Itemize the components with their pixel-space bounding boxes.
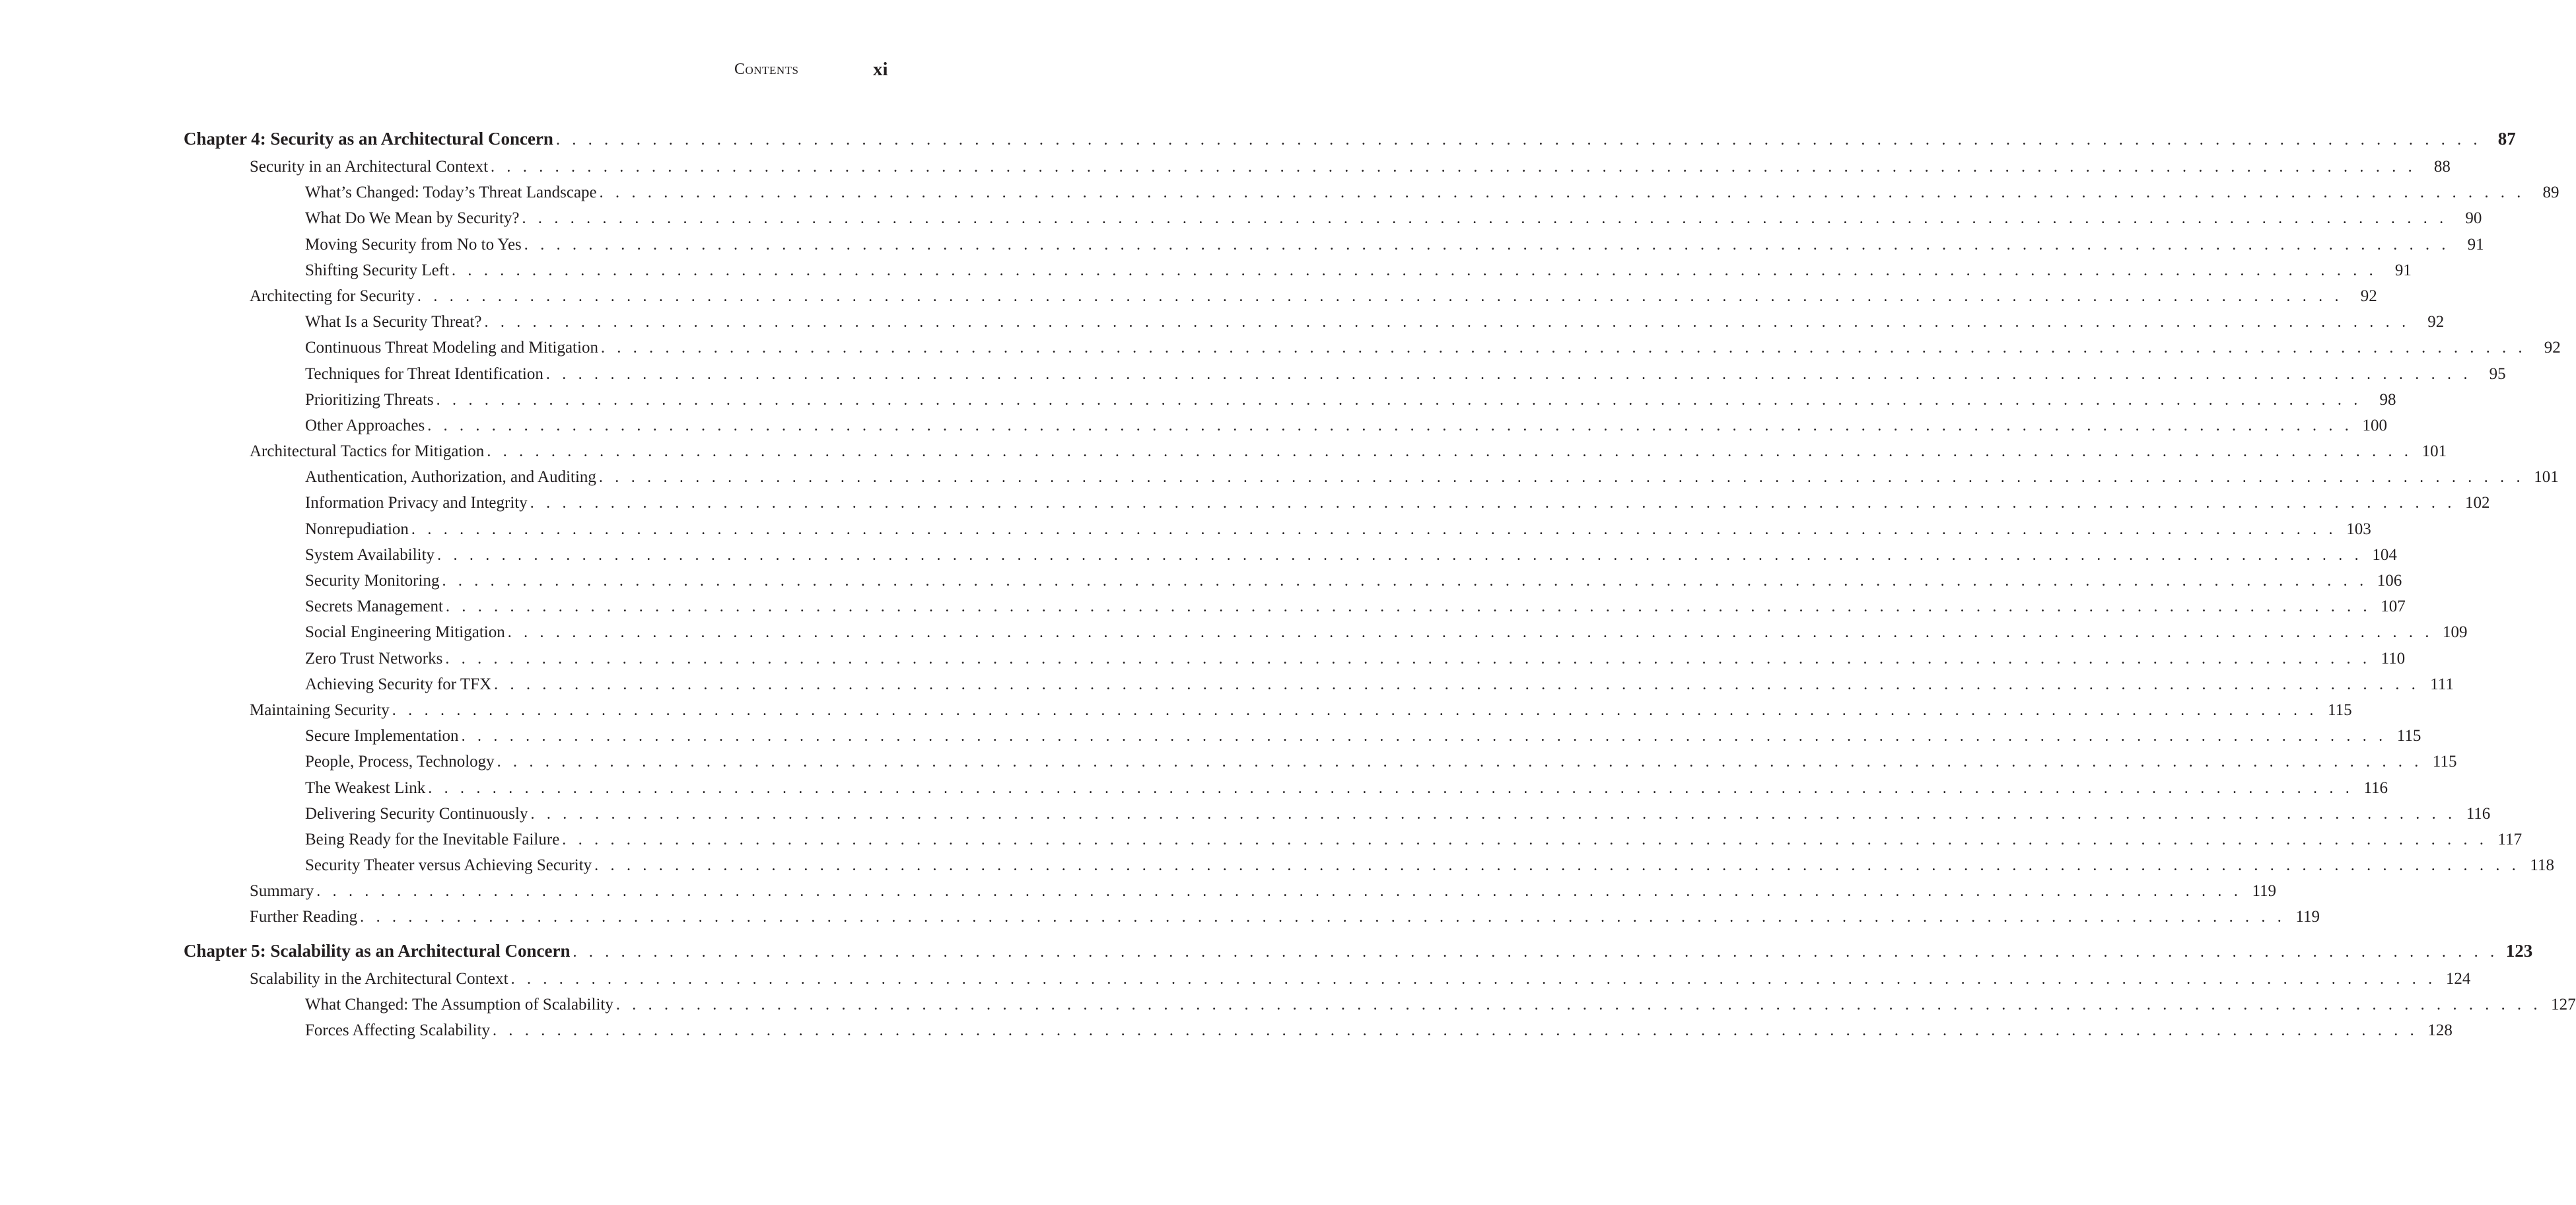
toc-entry-title: Zero Trust Networks bbox=[305, 649, 443, 668]
dot-leader: . . . . . . . . . . . . . . . . . . . . . . . . . . . . . . . . . . . . . . . . . . . . . . . . . . . . . . . . . . . . . . . . . . . . . . . . . . . . . . . . . . . . . . . . . . . . . . . . . . . . . . . . . . . . . . . . . . . . . . . . bbox=[510, 970, 2437, 988]
toc-entry-page: 98 bbox=[2379, 390, 2396, 409]
dot-leader: . . . . . . . . . . . . . . . . . . . . . . . . . . . . . . . . . . . . . . . . . . . . . . . . . . . . . . . . . . . . . . . . . . . . . . . . . . . . . . . . . . . . . . . . . . . . . . . . . . . . . . . . . . . . . . . . . . . . . . . . bbox=[522, 210, 2448, 228]
dot-leader: . . . . . . . . . . . . . . . . . . . . . . . . . . . . . . . . . . . . . . . . . . . . . . . . . . . . . . . . . . . . . . . . . . . . . . . . . . . . . . . . . . . . . . . . . . . . . . . . . . . . . . . . . . . . . . . . . . . . . . . . bbox=[493, 1022, 2418, 1039]
toc-subsection-entry[interactable] bbox=[184, 856, 2554, 882]
toc-entry-page: 111 bbox=[2430, 675, 2454, 693]
toc-entry-page: 119 bbox=[2295, 908, 2320, 926]
toc-chapter-entry[interactable] bbox=[184, 940, 2533, 970]
toc-subsection-entry[interactable] bbox=[184, 545, 2397, 572]
dot-leader: . . . . . . . . . . . . . . . . . . . . . . . . . . . . . . . . . . . . . . . . . . . . . . . . . . . . . . . . . . . . . . . . . . . . . . . . . . . . . . . . . . . . . . . . . . . . . . . . . . . . . . . . . . . . . . . . . . . . . . . . bbox=[437, 546, 2363, 564]
dot-leader: . . . . . . . . . . . . . . . . . . . . . . . . . . . . . . . . . . . . . . . . . . . . . . . . . . . . . . . . . . . . . . . . . . . . . . . . . . . . . . . . . . . . . . . . . . . . . . . . . . . . . . . . . . . . . . . . . . . . . . . . bbox=[562, 831, 2488, 848]
toc-subsection-entry[interactable] bbox=[184, 572, 2402, 598]
toc-entry-title: Security Monitoring bbox=[305, 572, 440, 590]
dot-leader: . . . . . . . . . . . . . . . . . . . . . . . . . . . . . . . . . . . . . . . . . . . . . . . . . . . . . . . . . . . . . . . . . . . . . . . . . . . . . . . . . . . . . . . . . . . . . . . . . . . . . . . . . . . . . . . . . . . . . . . . bbox=[507, 624, 2433, 642]
toc-entry-title: Security in an Architectural Context bbox=[250, 158, 489, 176]
dot-leader: . . . . . . . . . . . . . . . . . . . . . . . . . . . . . . . . . . . . . . . . . . . . . . . . . . . . . . . . . . . . . . . . . . . . . . . . . . . . . . . . . . . . . . . . . . . . . . . . . . . . . . . . . . . . . . . . . . . . . . . . bbox=[392, 701, 2318, 719]
toc-entry-title: Shifting Security Left bbox=[305, 261, 450, 279]
dot-leader: . . . . . . . . . . . . . . . . . . . . . . . . . . . . . . . . . . . . . . . . . . . . . . . . . . . . . . . . . . . . . . . . . . . . . . . . . . . . . . . . . . . . . . . . . . . . . . . . . . . . . . . . . . . . . . . . . . . . . . . . bbox=[436, 391, 2362, 409]
toc-entry-title: What’s Changed: Today’s Threat Landscape bbox=[305, 184, 597, 202]
toc-entry-page: 128 bbox=[2427, 1021, 2453, 1039]
toc-entry-title: Secure Implementation bbox=[305, 727, 459, 745]
toc-section-entry[interactable] bbox=[184, 287, 2377, 313]
toc-entry-title: Social Engineering Mitigation bbox=[305, 623, 505, 642]
dot-leader: . . . . . . . . . . . . . . . . . . . . . . . . . . . . . . . . . . . . . . . . . . . . . . . . . . . . . . . . . . . . . . . . . . . . . . . . . . . . . . . . . . . . . . . . . . . . . . . . . . . . . . . . . . . . . . . . . . . . . . . . bbox=[442, 572, 2368, 590]
toc-entry-page: 95 bbox=[2489, 364, 2506, 383]
toc-entry-page: 92 bbox=[2427, 313, 2445, 331]
toc-subsection-entry[interactable] bbox=[184, 313, 2445, 339]
toc-entry-title: Architecting for Security bbox=[250, 287, 415, 305]
dot-leader: . . . . . . . . . . . . . . . . . . . . . . . . . . . . . . . . . . . . . . . . . . . . . . . . . . . . . . . . . . . . . . . . . . . . . . . . . . . . . . . . . . . . . . . . . . . . . . . . . . . . . . . . . . . . . . . . . . . . . . . . bbox=[598, 469, 2524, 487]
dot-leader: . . . . . . . . . . . . . . . . . . . . . . . . . . . . . . . . . . . . . . . . . . . . . . . . . . . . . . . . . . . . . . . . . . . . . . . . . . . . . . . . . . . . . . . . . . . . . . . . . . . . . . . . . . . . . . . . . . . . . . . . bbox=[452, 261, 2377, 279]
toc-subsection-entry[interactable] bbox=[184, 494, 2490, 520]
toc-entry-page: 115 bbox=[2396, 727, 2421, 745]
toc-subsection-entry[interactable] bbox=[184, 598, 2406, 623]
dot-leader: . . . . . . . . . . . . . . . . . . . . . . . . . . . . . . . . . . . . . . . . . . . . . . . . . . . . . . . . . . . . . . . . . . . . . . . . . . . . . . . . . . . . . . . . . . . . . . . . . . . . . . . . . . . . . . . . . . . . . . . . bbox=[445, 598, 2371, 616]
toc-subsection-entry[interactable] bbox=[184, 261, 2412, 287]
toc-section-entry[interactable] bbox=[184, 908, 2320, 934]
toc-entry-page: 116 bbox=[2466, 804, 2491, 823]
toc-entry-page: 117 bbox=[2497, 830, 2523, 848]
toc-entry-title: Nonrepudiation bbox=[305, 520, 409, 538]
toc-section-entry[interactable] bbox=[184, 701, 2352, 727]
dot-leader: . . . . . . . . . . . . . . . . . . . . . . . . . . . . . . . . . . . . . . . . . . . . . . . . . . . . . . . . . . . . . . . . . . . . . . . . . . . . . . . . . . . . . . . . . . . . . . . . . . . . . . . . . . . . . . . . . . . . . . . . bbox=[411, 520, 2337, 538]
toc-section-entry[interactable] bbox=[184, 969, 2471, 996]
dot-leader: . . . . . . . . . . . . . . . . . . . . . . . . . . . . . . . . . . . . . . . . . . . . . . . . . . . . . . . . . . . . . . . . . . . . . . . . . . . . . . . . . . . . . . . . . . . . . . . . . . . . . . . . . . . . . . . . . . . . . . . . bbox=[524, 236, 2450, 254]
toc-subsection-entry[interactable] bbox=[184, 623, 2468, 649]
running-head-title: Contents bbox=[734, 61, 799, 78]
toc-subsection-entry[interactable] bbox=[184, 390, 2396, 417]
toc-section-entry[interactable] bbox=[184, 882, 2277, 908]
dot-leader: . . . . . . . . . . . . . . . . . . . . . . . . . . . . . . . . . . . . . . . . . . . . . . . . . . . . . . . . . . . . . . . . . . . . . . . . . . . . . . . . . . . . . . . . . . . . . . . . . . . . . . . . . . . . . . . . . . . . . . . . bbox=[484, 314, 2410, 331]
dot-leader: . . . . . . . . . . . . . . . . . . . . . . . . . . . . . . . . . . . . . . . . . . . . . . . . . . . . . . . . . . . . . . . . . . . . . . . . . . . . . . . . . . . . . . . . . . . . . . . . . . . . . . . . . . . . . . . . . . . . . . . . bbox=[316, 883, 2243, 901]
toc-subsection-entry[interactable] bbox=[184, 364, 2506, 391]
toc-entry-page: 110 bbox=[2381, 649, 2406, 668]
toc-entry-title: Secrets Management bbox=[305, 598, 443, 616]
toc-entry-page: 101 bbox=[2421, 442, 2447, 461]
dot-leader: . . . . . . . . . . . . . . . . . . . . . . . . . . . . . . . . . . . . . . . . . . . . . . . . . . . . . . . . . . . . . . . . . . . . . . . . . . . . . . . . . . . . . . . . . . . . . . . . . . . . . . . . . . . . . . . . . . . . . . . . bbox=[600, 339, 2526, 357]
toc-section-entry[interactable] bbox=[184, 442, 2447, 468]
toc-entry-page: 109 bbox=[2443, 623, 2468, 642]
toc-entry-page: 106 bbox=[2377, 572, 2402, 590]
toc-entry-page: 100 bbox=[2362, 416, 2388, 434]
running-head bbox=[0, 61, 924, 87]
toc-entry-page: 89 bbox=[2542, 184, 2559, 202]
toc-entry-page: 119 bbox=[2252, 882, 2277, 901]
toc-subsection-entry[interactable] bbox=[184, 468, 2559, 494]
toc-subsection-entry[interactable] bbox=[184, 235, 2484, 261]
toc-entry-title: Maintaining Security bbox=[250, 701, 390, 719]
toc-entry-title: Continuous Threat Modeling and Mitigation bbox=[305, 339, 598, 357]
toc-entry-page: 88 bbox=[2433, 158, 2451, 176]
toc-entry-page: 101 bbox=[2534, 468, 2559, 487]
dot-leader: . . . . . . . . . . . . . . . . . . . . . . . . . . . . . . . . . . . . . . . . . . . . . . . . . . . . . . . . . . . . . . . . . . . . . . . . . . . . . . . . . . . . . . . . . . . . . . . . . . . . . . . . . . . . . . . . . . . . . . . . bbox=[494, 675, 2419, 693]
toc-subsection-entry[interactable] bbox=[184, 1021, 2453, 1047]
toc-entry-title: What Changed: The Assumption of Scalability bbox=[305, 995, 613, 1014]
dot-leader: . . . . . . . . . . . . . . . . . . . . . . . . . . . . . . . . . . . . . . . . . . . . . . . . . . . . . . . . . . . . . . . . . . . . . . . . . . . . . . . . . . . . . . . . . . . . . . . . . . . . . . . . . . . . . . . . . . . . . . . . bbox=[360, 909, 2285, 926]
toc-subsection-entry[interactable] bbox=[184, 753, 2457, 778]
toc-entry-title: Information Privacy and Integrity bbox=[305, 494, 528, 512]
table-of-contents bbox=[184, 129, 2576, 1047]
toc-entry-title: Architectural Tactics for Mitigation bbox=[250, 442, 485, 461]
toc-entry-title: The Weakest Link bbox=[305, 778, 426, 797]
dot-leader: . . . . . . . . . . . . . . . . . . . . . . . . . . . . . . . . . . . . . . . . . . . . . . . . . . . . . . . . . . . . . . . . . . . . . . . . . . . . . . . . . . . . . . . . . . . . . . . . . . . . . . . . . . . . . . . . . . . . . . . . bbox=[599, 184, 2525, 202]
toc-subsection-entry[interactable] bbox=[184, 184, 2559, 209]
toc-entry-title: Techniques for Threat Identification bbox=[305, 364, 543, 383]
toc-entry-title: Scalability in the Architectural Context bbox=[250, 969, 508, 988]
toc-subsection-entry[interactable] bbox=[184, 804, 2491, 831]
dot-leader: . . . . . . . . . . . . . . . . . . . . . . . . . . . . . . . . . . . . . . . . . . . . . . . . . . . . . . . . . . . . . . . . . . . . . . . . . . . . . . . . . . . . . . . . . . . . . . . . . . . . . . . . . . . . . . . . . . . . . . . . bbox=[417, 287, 2343, 305]
toc-entry-title: Forces Affecting Scalability bbox=[305, 1021, 491, 1039]
toc-entry-title: Being Ready for the Inevitable Failure bbox=[305, 830, 560, 848]
dot-leader: . . . . . . . . . . . . . . . . . . . . . . . . . . . . . . . . . . . . . . . . . . . . . . . . . . . . . . . . . . . . . . . . . . . . . . . . . . . . . . . . . . . . . . . . . . . . . . . . . . . . . . . . . . . . . . . . . . . . . . . . bbox=[445, 650, 2371, 668]
toc-subsection-entry[interactable] bbox=[184, 209, 2482, 235]
toc-entry-page: 92 bbox=[2544, 339, 2561, 357]
toc-entry-title: Security Theater versus Achieving Security bbox=[305, 856, 592, 875]
toc-subsection-entry[interactable] bbox=[184, 416, 2388, 442]
toc-entry-title: Authentication, Authorization, and Auditing bbox=[305, 468, 596, 487]
toc-entry-title: Chapter 4: Security as an Architectural Concern bbox=[184, 129, 553, 149]
toc-entry-title: Chapter 5: Scalability as an Architectural Concern bbox=[184, 940, 571, 961]
toc-subsection-entry[interactable] bbox=[184, 778, 2388, 805]
page-number: xi bbox=[873, 59, 888, 80]
toc-entry-page: 116 bbox=[2363, 778, 2388, 797]
toc-entry-page: 118 bbox=[2530, 856, 2554, 875]
toc-subsection-entry[interactable] bbox=[184, 727, 2421, 753]
dot-leader: . . . . . . . . . . . . . . . . . . . . . . . . . . . . . . . . . . . . . . . . . . . . . . . . . . . . . . . . . . . . . . . . . . . . . . . . . . . . . . . . . . . . . . . . . . . . . . . . . . . . . . . . . . . . . . . . . . . . . . . . bbox=[497, 753, 2423, 771]
toc-entry-page: 115 bbox=[2432, 753, 2457, 771]
toc-entry-title: Delivering Security Continuously bbox=[305, 804, 528, 823]
dot-leader: . . . . . . . . . . . . . . . . . . . . . . . . . . . . . . . . . . . . . . . . . . . . . . . . . . . . . . . . . . . . . . . . . . . . . . . . . . . . . . . . . . . . . . . . . . . . . . . . . . . . . . . . . . . . . . . . . . . . . . . . bbox=[555, 131, 2482, 149]
toc-subsection-entry[interactable] bbox=[184, 520, 2371, 546]
toc-entry-page: 90 bbox=[2465, 209, 2482, 228]
toc-section-entry[interactable] bbox=[184, 158, 2451, 184]
toc-entry-page: 87 bbox=[2497, 129, 2516, 149]
toc-entry-page: 127 bbox=[2551, 995, 2576, 1014]
toc-subsection-entry[interactable] bbox=[184, 339, 2561, 364]
toc-entry-page: 91 bbox=[2394, 261, 2412, 279]
dot-leader: . . . . . . . . . . . . . . . . . . . . . . . . . . . . . . . . . . . . . . . . . . . . . . . . . . . . . . . . . . . . . . . . . . . . . . . . . . . . . . . . . . . . . . . . . . . . . . . . . . . . . . . . . . . . . . . . . . . . . . . . bbox=[545, 365, 2472, 383]
dot-leader: . . . . . . . . . . . . . . . . . . . . . . . . . . . . . . . . . . . . . . . . . . . . . . . . . . . . . . . . . . . . . . . . . . . . . . . . . . . . . . . . . . . . . . . . . . . . . . . . . . . . . . . . . . . . . . . . . . . . . . . . bbox=[427, 417, 2353, 434]
toc-entry-title: What Do We Mean by Security? bbox=[305, 209, 520, 228]
toc-subsection-entry[interactable] bbox=[184, 649, 2406, 675]
toc-entry-page: 123 bbox=[2505, 940, 2533, 961]
toc-entry-page: 124 bbox=[2445, 969, 2471, 988]
dot-leader: . . . . . . . . . . . . . . . . . . . . . . . . . . . . . . . . . . . . . . . . . . . . . . . . . . . . . . . . . . . . . . . . . . . . . . . . . . . . . . . . . . . . . . . . . . . . . . . . . . . . . . . . . . . . . . . . . . . . . . . . bbox=[594, 857, 2520, 875]
toc-entry-title: Moving Security from No to Yes bbox=[305, 235, 522, 254]
toc-entry-title: What Is a Security Threat? bbox=[305, 313, 482, 331]
toc-chapter-entry[interactable] bbox=[184, 129, 2516, 158]
toc-entry-title: Summary bbox=[250, 882, 314, 901]
toc-entry-page: 107 bbox=[2381, 598, 2406, 616]
toc-entry-page: 104 bbox=[2372, 545, 2397, 564]
dot-leader: . . . . . . . . . . . . . . . . . . . . . . . . . . . . . . . . . . . . . . . . . . . . . . . . . . . . . . . . . . . . . . . . . . . . . . . . . . . . . . . . . . . . . . . . . . . . . . . . . . . . . . . . . . . . . . . . . . . . . . . . bbox=[428, 779, 2354, 797]
toc-subsection-entry[interactable] bbox=[184, 675, 2454, 701]
toc-entry-page: 102 bbox=[2465, 494, 2490, 512]
toc-entry-title: Other Approaches bbox=[305, 416, 425, 434]
toc-entry-page: 115 bbox=[2328, 701, 2352, 719]
dot-leader: . . . . . . . . . . . . . . . . . . . . . . . . . . . . . . . . . . . . . . . . . . . . . . . . . . . . . . . . . . . . . . . . . . . . . . . . . . . . . . . . . . . . . . . . . . . . . . . . . . . . . . . . . . . . . . . . . . . . . . . . bbox=[615, 996, 2542, 1014]
toc-subsection-entry[interactable] bbox=[184, 995, 2576, 1021]
dot-leader: . . . . . . . . . . . . . . . . . . . . . . . . . . . . . . . . . . . . . . . . . . . . . . . . . . . . . . . . . . . . . . . . . . . . . . . . . . . . . . . . . . . . . . . . . . . . . . . . . . . . . . . . . . . . . . . . . . . . . . . . bbox=[461, 728, 2387, 745]
dot-leader: . . . . . . . . . . . . . . . . . . . . . . . . . . . . . . . . . . . . . . . . . . . . . . . . . . . . . . . . . . . . . . . . . . . . . . . . . . . . . . . . . . . . . . . . . . . . . . . . . . . . . . . . . . . . . . . . . . . . . . . . bbox=[491, 158, 2416, 176]
toc-entry-title: People, Process, Technology bbox=[305, 753, 495, 771]
toc-entry-title: Achieving Security for TFX bbox=[305, 675, 492, 693]
dot-leader: . . . . . . . . . . . . . . . . . . . . . . . . . . . . . . . . . . . . . . . . . . . . . . . . . . . . . . . . . . . . . . . . . . . . . . . . . . . . . . . . . . . . . . . . . . . . . . . . . . . . . . . . . . . . . . . . . . . . . . . . bbox=[530, 805, 2456, 823]
dot-leader: . . . . . . . . . . . . . . . . . . . . . . . . . . . . . . . . . . . . . . . . . . . . . . . . . . . . . . . . . . . . . . . . . . . . . . . . . . . . . . . . . . . . . . . . . . . . . . . . . . . . . . . . . . . . . . . . . . . . . . . . bbox=[573, 943, 2499, 961]
toc-entry-page: 92 bbox=[2360, 287, 2377, 305]
toc-entry-page: 103 bbox=[2346, 520, 2371, 538]
toc-entry-title: Prioritizing Threats bbox=[305, 390, 434, 409]
toc-entry-page: 91 bbox=[2467, 235, 2484, 254]
toc-subsection-entry[interactable] bbox=[184, 830, 2523, 856]
dot-leader: . . . . . . . . . . . . . . . . . . . . . . . . . . . . . . . . . . . . . . . . . . . . . . . . . . . . . . . . . . . . . . . . . . . . . . . . . . . . . . . . . . . . . . . . . . . . . . . . . . . . . . . . . . . . . . . . . . . . . . . . bbox=[487, 443, 2413, 461]
toc-entry-title: System Availability bbox=[305, 545, 435, 564]
toc-entry-title: Further Reading bbox=[250, 908, 358, 926]
dot-leader: . . . . . . . . . . . . . . . . . . . . . . . . . . . . . . . . . . . . . . . . . . . . . . . . . . . . . . . . . . . . . . . . . . . . . . . . . . . . . . . . . . . . . . . . . . . . . . . . . . . . . . . . . . . . . . . . . . . . . . . . bbox=[530, 495, 2456, 512]
